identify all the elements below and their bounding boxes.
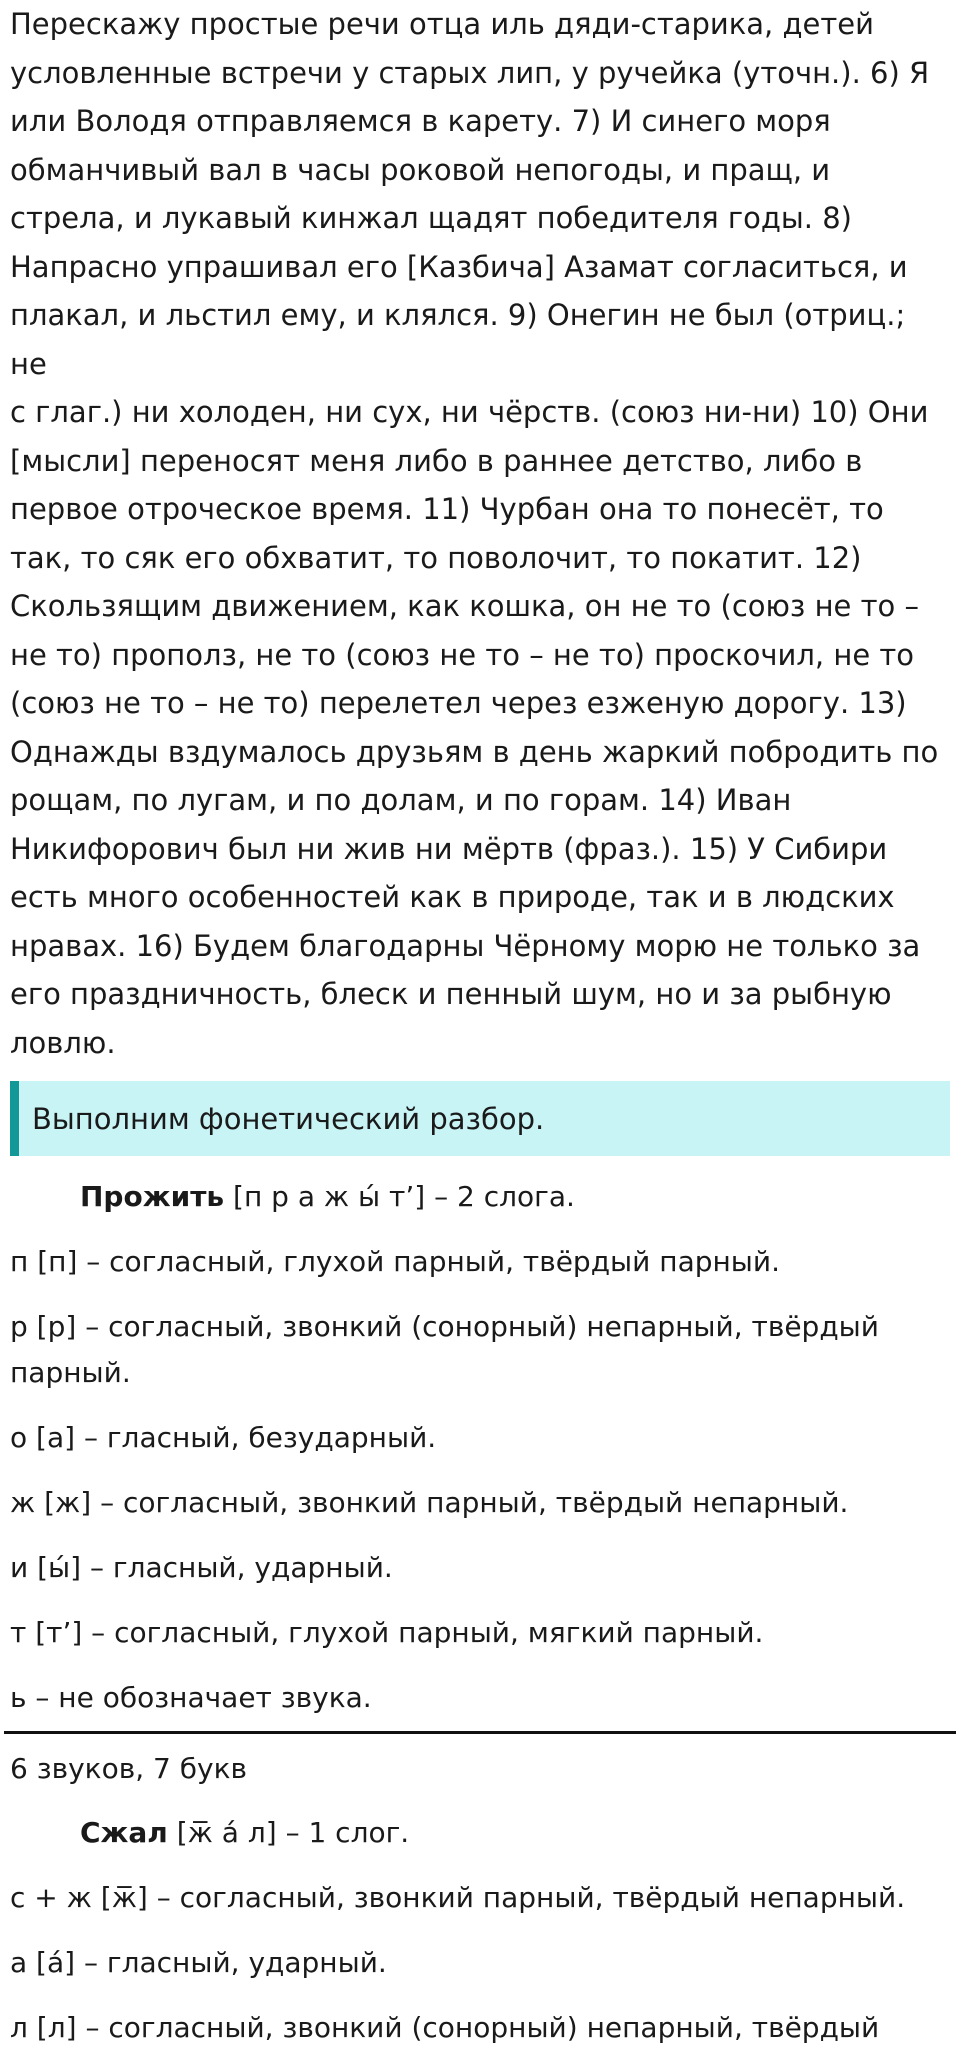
text-line: обманчивый вал в часы роковой непогоды, и пращ, и (10, 152, 831, 187)
text-line: Напрасно упрашивал его [Казбича] Азамат согласиться, и (10, 249, 908, 284)
sound-line: т [т’] – согласный, глухой парный, мягкий парный. (10, 1616, 764, 1649)
word-heading (10, 1174, 950, 1220)
text-line: Перескажу простые речи отца иль дяди-старика, детей (10, 7, 874, 41)
text-line: с глаг.) ни холоден, ни сух, ни чёрств. (союз ни-ни) 10) Они (10, 395, 929, 429)
text-line: рощам, по лугам, и по долам, и по горам. 14) Иван (10, 783, 792, 817)
text-line: его праздничность, блеск и пенный шум, но и за рыбную (10, 977, 892, 1011)
word-transcription: [п р а ж ы́ т’] – 2 слога. (233, 1180, 575, 1213)
text-line: Скользящим движением, как кошка, он не то (союз не то – (10, 589, 919, 623)
text-line: плакал, и льстил ему, и клялся. 9) Онегин не был (отриц.; не (10, 298, 906, 381)
phonetic-analysis-word1 (0, 1174, 960, 1721)
text-line: условленные встречи у старых лип, у ручейка (уточн.). 6) Я (10, 55, 930, 90)
text-line: Никифорович был ни жив ни мёртв (фраз.). 15) У Сибири (10, 831, 888, 866)
text-line: так, то сяк его обхватит, то поволочит, то покатит. 12) (10, 540, 862, 575)
sound-line: а [á] – гласный, ударный. (10, 1946, 387, 1979)
sound-line: с + ж [ж̅] – согласный, звонкий парный, твёрдый непарный. (10, 1881, 906, 1914)
text-line: ловлю. (10, 1025, 116, 1060)
sound-line: и [ы́] – гласный, ударный. (10, 1551, 393, 1584)
text-line: есть много особенностей как в природе, так и в людских (10, 880, 895, 914)
banner-text: Выполним фонетический разбор. (32, 1101, 545, 1136)
divider (4, 1731, 956, 1734)
word-transcription: [ж̅ á л] – 1 слог. (176, 1816, 410, 1849)
info-banner (10, 1081, 950, 1156)
sound-line: п [п] – согласный, глухой парный, твёрдый парный. (10, 1245, 781, 1278)
text-line: нравах. 16) Будем благодарны Чёрному морю не только за (10, 928, 921, 963)
word-title: Сжал (80, 1816, 168, 1849)
sound-line: ь – не обозначает звука. (10, 1681, 372, 1714)
sound-line: л [л] – согласный, звонкий (сонорный) непарный, твёрдый (10, 2011, 880, 2044)
word-heading (10, 1810, 950, 1856)
text-line: не то) прополз, не то (союз не то – не то) проскочил, не то (10, 637, 915, 672)
sound-line: о [а] – гласный, безударный. (10, 1421, 437, 1454)
text-line: (союз не то – не то) перелетел через езженую дорогу. 13) (10, 686, 907, 720)
text-line: стрела, и лукавый кинжал щадят победителя годы. 8) (10, 201, 852, 235)
phonetic-analysis-word2 (0, 1810, 960, 2051)
text-line: Однажды вздумалось друзьям в день жаркий побродить по (10, 734, 939, 769)
sound-line: ж [ж] – согласный, звонкий парный, твёрдый непарный. (10, 1486, 849, 1519)
sound-letter-count: 6 звуков, 7 букв (10, 1752, 247, 1785)
sound-line: р [р] – согласный, звонкий (сонорный) непарный, твёрдый парный. (10, 1310, 879, 1389)
text-line: или Володя отправляемся в карету. 7) И синего моря (10, 104, 831, 138)
word-title: Прожить (80, 1180, 225, 1213)
text-line: [мысли] переносят меня либо в раннее детство, либо в (10, 443, 863, 478)
text-line: первое отроческое время. 11) Чурбан она то понесёт, то (10, 492, 884, 526)
